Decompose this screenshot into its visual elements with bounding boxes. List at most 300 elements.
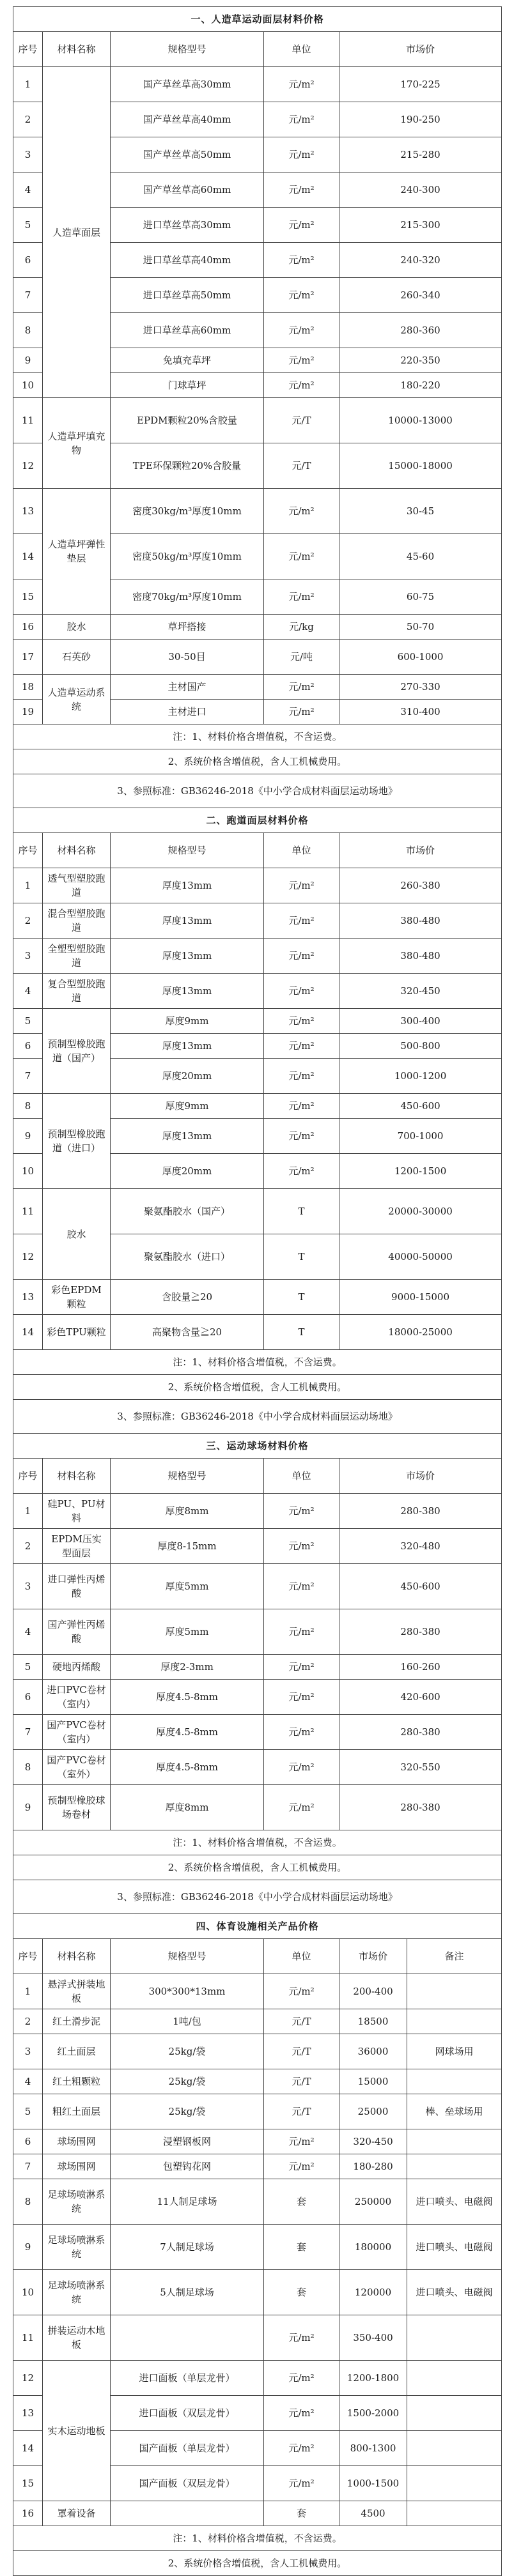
table-row bbox=[13, 398, 502, 443]
table-row bbox=[13, 1094, 502, 1119]
row-no: 14 bbox=[13, 534, 43, 579]
col-header-remark: 备注 bbox=[407, 1939, 502, 1974]
row-name: 进口弹性丙烯酸 bbox=[43, 1564, 111, 1609]
col-header-spec: 规格型号 bbox=[111, 1939, 264, 1974]
row-price: 50-70 bbox=[339, 615, 502, 640]
row-unit: T bbox=[264, 1189, 339, 1234]
row-spec: 厚度4.5-8mm bbox=[111, 1680, 264, 1715]
col-header-name: 材料名称 bbox=[43, 833, 111, 868]
row-unit: 套 bbox=[264, 2179, 339, 2225]
row-spec: 密度30kg/m³厚度10mm bbox=[111, 489, 264, 534]
row-price: 800-1300 bbox=[339, 2431, 407, 2466]
material-group: 石英砂 bbox=[43, 640, 111, 675]
table-row bbox=[13, 1009, 502, 1034]
row-no: 9 bbox=[13, 2225, 43, 2270]
row-spec: 国产草丝草高30mm bbox=[111, 67, 264, 102]
row-unit: 元/kg bbox=[264, 615, 339, 640]
footnote: 2、系统价格含增值税，含人工机械费用。 bbox=[13, 1375, 502, 1400]
col-header-spec: 规格型号 bbox=[111, 32, 264, 67]
footnote: 2、系统价格含增值税，含人工机械费用。 bbox=[13, 2551, 502, 2576]
material-group: 彩色TPU颗粒 bbox=[43, 1315, 111, 1350]
row-spec: 厚度2-3mm bbox=[111, 1655, 264, 1680]
footnote: 注：1、材料价格含增值税，不含运费。 bbox=[13, 724, 502, 749]
row-price: 25000 bbox=[339, 2094, 407, 2129]
row-no: 4 bbox=[13, 974, 43, 1009]
table-row bbox=[13, 1655, 502, 1680]
row-unit: 元/m² bbox=[264, 1119, 339, 1154]
row-price: 18000-25000 bbox=[339, 1315, 502, 1350]
material-group: 彩色EPDM颗粒 bbox=[43, 1280, 111, 1315]
row-price: 60-75 bbox=[339, 579, 502, 615]
row-no: 18 bbox=[13, 675, 43, 700]
footnote: 注：1、材料价格含增值税，不含运费。 bbox=[13, 2526, 502, 2551]
row-price: 320-480 bbox=[339, 1529, 502, 1564]
row-no: 8 bbox=[13, 1094, 43, 1119]
row-no: 8 bbox=[13, 1750, 43, 1785]
row-name: 硅PU、PU材料 bbox=[43, 1494, 111, 1529]
row-spec: 进口草丝草高30mm bbox=[111, 208, 264, 243]
row-remark bbox=[407, 2501, 502, 2526]
row-unit: 元/m² bbox=[264, 1750, 339, 1785]
row-unit: 元/T bbox=[264, 2094, 339, 2129]
row-price: 10000-13000 bbox=[339, 398, 502, 443]
row-unit: 元/m² bbox=[264, 700, 339, 724]
row-price: 270-330 bbox=[339, 675, 502, 700]
row-price: 380-480 bbox=[339, 939, 502, 974]
row-spec: 25kg/袋 bbox=[111, 2069, 264, 2094]
row-unit: 元/m² bbox=[264, 1609, 339, 1655]
row-name: 国产PVC卷材（室外） bbox=[43, 1750, 111, 1785]
row-spec: 厚度9mm bbox=[111, 1009, 264, 1034]
row-spec: 厚度20mm bbox=[111, 1154, 264, 1189]
footnote: 2、系统价格含增值税，含人工机械费用。 bbox=[13, 749, 502, 774]
row-remark bbox=[407, 2009, 502, 2034]
row-remark bbox=[407, 2315, 502, 2361]
table-row bbox=[13, 1189, 502, 1234]
material-group: 胶水 bbox=[43, 1189, 111, 1280]
row-unit: 元/m² bbox=[264, 579, 339, 615]
row-remark: 进口喷头、电磁阀 bbox=[407, 2225, 502, 2270]
row-unit: 元/m² bbox=[264, 243, 339, 278]
row-no: 13 bbox=[13, 1280, 43, 1315]
row-no: 10 bbox=[13, 2270, 43, 2315]
row-unit: 元/m² bbox=[264, 2154, 339, 2179]
col-header-no: 序号 bbox=[13, 32, 43, 67]
row-name: 进口PVC卷材（室内） bbox=[43, 1680, 111, 1715]
row-price: 220-350 bbox=[339, 348, 502, 373]
col-header-price: 市场价 bbox=[339, 1459, 502, 1494]
row-spec: 进口面板（双层龙骨） bbox=[111, 2396, 264, 2431]
row-unit: 元/吨 bbox=[264, 640, 339, 675]
row-remark bbox=[407, 2431, 502, 2466]
material-group: 复合型塑胶跑道 bbox=[43, 974, 111, 1009]
col-header-spec: 规格型号 bbox=[111, 1459, 264, 1494]
table-row bbox=[13, 1974, 502, 2009]
row-spec: 5人制足球场 bbox=[111, 2270, 264, 2315]
row-unit: 元/m² bbox=[264, 313, 339, 348]
row-price: 1000-1200 bbox=[339, 1059, 502, 1094]
row-remark bbox=[407, 2154, 502, 2179]
row-spec: 厚度4.5-8mm bbox=[111, 1750, 264, 1785]
table-row bbox=[13, 1785, 502, 1830]
row-no: 14 bbox=[13, 1315, 43, 1350]
row-price: 160-260 bbox=[339, 1655, 502, 1680]
row-name: 悬浮式拼装地板 bbox=[43, 1974, 111, 2009]
material-group: 实木运动地板 bbox=[43, 2361, 111, 2501]
row-no: 10 bbox=[13, 373, 43, 398]
row-unit: T bbox=[264, 1280, 339, 1315]
row-name: 罩着设备 bbox=[43, 2501, 111, 2526]
row-remark bbox=[407, 2396, 502, 2431]
row-spec: 厚度13mm bbox=[111, 974, 264, 1009]
row-price: 215-300 bbox=[339, 208, 502, 243]
row-price: 260-340 bbox=[339, 278, 502, 313]
row-unit: 元/m² bbox=[264, 1715, 339, 1750]
row-unit: 元/m² bbox=[264, 2315, 339, 2361]
row-name: 国产弹性丙烯酸 bbox=[43, 1609, 111, 1655]
price-document bbox=[13, 6, 501, 2576]
row-price: 280-380 bbox=[339, 1494, 502, 1529]
table-row bbox=[13, 2225, 502, 2270]
row-name: 足球场喷淋系统 bbox=[43, 2270, 111, 2315]
row-price: 120000 bbox=[339, 2270, 407, 2315]
row-unit: 元/m² bbox=[264, 67, 339, 102]
row-no: 2 bbox=[13, 2009, 43, 2034]
row-price: 280-380 bbox=[339, 1609, 502, 1655]
row-no: 6 bbox=[13, 243, 43, 278]
row-no: 17 bbox=[13, 640, 43, 675]
row-unit: 套 bbox=[264, 2270, 339, 2315]
row-no: 11 bbox=[13, 398, 43, 443]
row-unit: 元/m² bbox=[264, 172, 339, 208]
row-spec: 聚氨酯胶水（国产） bbox=[111, 1189, 264, 1234]
row-price: 280-380 bbox=[339, 1785, 502, 1830]
row-unit: 元/m² bbox=[264, 868, 339, 903]
row-price: 310-400 bbox=[339, 700, 502, 724]
col-header-no: 序号 bbox=[13, 1459, 43, 1494]
row-no: 1 bbox=[13, 67, 43, 102]
row-price: 15000-18000 bbox=[339, 443, 502, 489]
row-spec: 进口面板（单层龙骨） bbox=[111, 2361, 264, 2396]
row-price: 20000-30000 bbox=[339, 1189, 502, 1234]
row-unit: 元/m² bbox=[264, 675, 339, 700]
row-unit: 元/m² bbox=[264, 2361, 339, 2396]
row-no: 12 bbox=[13, 443, 43, 489]
row-no: 7 bbox=[13, 278, 43, 313]
col-header-price: 市场价 bbox=[339, 32, 502, 67]
row-remark bbox=[407, 2129, 502, 2154]
row-price: 180-280 bbox=[339, 2154, 407, 2179]
table-row bbox=[13, 2315, 502, 2361]
material-group: 胶水 bbox=[43, 615, 111, 640]
row-no: 2 bbox=[13, 1529, 43, 1564]
row-remark bbox=[407, 2069, 502, 2094]
col-header-spec: 规格型号 bbox=[111, 833, 264, 868]
row-spec: 门球草坪 bbox=[111, 373, 264, 398]
row-unit: 套 bbox=[264, 2501, 339, 2526]
row-no: 16 bbox=[13, 615, 43, 640]
row-spec: 厚度8mm bbox=[111, 1785, 264, 1830]
row-no: 4 bbox=[13, 2069, 43, 2094]
row-spec: 25kg/袋 bbox=[111, 2034, 264, 2069]
material-group: 人造草面层 bbox=[43, 67, 111, 398]
table-row bbox=[13, 2094, 502, 2129]
col-header-no: 序号 bbox=[13, 833, 43, 868]
table-row bbox=[13, 1750, 502, 1785]
row-price: 500-800 bbox=[339, 1034, 502, 1059]
row-name: 足球场喷淋系统 bbox=[43, 2179, 111, 2225]
row-spec: 包塑钩花网 bbox=[111, 2154, 264, 2179]
row-no: 13 bbox=[13, 489, 43, 534]
table-row bbox=[13, 939, 502, 974]
row-spec: 密度50kg/m³厚度10mm bbox=[111, 534, 264, 579]
row-spec bbox=[111, 2501, 264, 2526]
row-unit: 元/m² bbox=[264, 1059, 339, 1094]
row-unit: 元/T bbox=[264, 443, 339, 489]
material-group: 全塑型塑胶跑道 bbox=[43, 939, 111, 974]
col-header-name: 材料名称 bbox=[43, 32, 111, 67]
table-row bbox=[13, 2179, 502, 2225]
row-price: 180-220 bbox=[339, 373, 502, 398]
row-unit: 元/m² bbox=[264, 1974, 339, 2009]
row-price: 420-600 bbox=[339, 1680, 502, 1715]
row-no: 8 bbox=[13, 2179, 43, 2225]
row-remark: 棒、垒球场用 bbox=[407, 2094, 502, 2129]
row-unit: 元/m² bbox=[264, 903, 339, 939]
row-name: 红土粗颗粒 bbox=[43, 2069, 111, 2094]
row-unit: 元/m² bbox=[264, 974, 339, 1009]
row-name: 红土滑步泥 bbox=[43, 2009, 111, 2034]
col-header-name: 材料名称 bbox=[43, 1939, 111, 1974]
table-row bbox=[13, 2034, 502, 2069]
material-group: 人造草坪填充物 bbox=[43, 398, 111, 489]
table-row bbox=[13, 2009, 502, 2034]
row-spec: 厚度13mm bbox=[111, 1034, 264, 1059]
table-row bbox=[13, 1494, 502, 1529]
row-price: 350-400 bbox=[339, 2315, 407, 2361]
row-spec: 进口草丝草高60mm bbox=[111, 313, 264, 348]
row-no: 3 bbox=[13, 137, 43, 172]
row-unit: 元/m² bbox=[264, 489, 339, 534]
row-spec: 草坪搭接 bbox=[111, 615, 264, 640]
row-spec: 厚度9mm bbox=[111, 1094, 264, 1119]
row-unit: 元/T bbox=[264, 2069, 339, 2094]
section-title: 三、运动球场材料价格 bbox=[13, 1434, 502, 1459]
row-unit: 元/m² bbox=[264, 1094, 339, 1119]
row-spec: 300*300*13mm bbox=[111, 1974, 264, 2009]
row-no: 4 bbox=[13, 1609, 43, 1655]
table-row bbox=[13, 1280, 502, 1315]
footnote-standard: 3、参照标准：GB36246-2018《中小学合成材料面层运动场地》 bbox=[13, 1400, 502, 1434]
row-no: 5 bbox=[13, 1009, 43, 1034]
row-no: 12 bbox=[13, 1234, 43, 1280]
table-row bbox=[13, 489, 502, 534]
table-row bbox=[13, 1564, 502, 1609]
row-name: 足球场喷淋系统 bbox=[43, 2225, 111, 2270]
row-no: 9 bbox=[13, 1119, 43, 1154]
row-price: 36000 bbox=[339, 2034, 407, 2069]
row-spec: 国产面板（单层龙骨） bbox=[111, 2431, 264, 2466]
table-row bbox=[13, 2361, 502, 2396]
row-remark bbox=[407, 1974, 502, 2009]
row-no: 7 bbox=[13, 1059, 43, 1094]
row-price: 280-380 bbox=[339, 1715, 502, 1750]
table-row bbox=[13, 1715, 502, 1750]
row-price: 40000-50000 bbox=[339, 1234, 502, 1280]
row-price: 190-250 bbox=[339, 102, 502, 137]
row-price: 15000 bbox=[339, 2069, 407, 2094]
section-title: 四、体育设施相关产品价格 bbox=[13, 1914, 502, 1939]
row-unit: 元/m² bbox=[264, 373, 339, 398]
row-unit: 元/m² bbox=[264, 1564, 339, 1609]
row-unit: 元/m² bbox=[264, 208, 339, 243]
row-unit: 元/m² bbox=[264, 1154, 339, 1189]
table-row bbox=[13, 2501, 502, 2526]
row-no: 7 bbox=[13, 2154, 43, 2179]
row-no: 11 bbox=[13, 2315, 43, 2361]
row-unit: 元/m² bbox=[264, 534, 339, 579]
row-price: 240-300 bbox=[339, 172, 502, 208]
row-no: 11 bbox=[13, 1189, 43, 1234]
row-spec: 厚度13mm bbox=[111, 868, 264, 903]
row-no: 1 bbox=[13, 868, 43, 903]
row-spec: EPDM颗粒20%含胶量 bbox=[111, 398, 264, 443]
row-spec: 浸塑钢板网 bbox=[111, 2129, 264, 2154]
row-spec: 含胶量≧20 bbox=[111, 1280, 264, 1315]
row-price: 320-550 bbox=[339, 1750, 502, 1785]
row-price: 1500-2000 bbox=[339, 2396, 407, 2431]
row-remark: 进口喷头、电磁阀 bbox=[407, 2179, 502, 2225]
section-title: 一、人造草运动面层材料价格 bbox=[13, 7, 502, 32]
table-row bbox=[13, 2154, 502, 2179]
row-no: 5 bbox=[13, 208, 43, 243]
row-unit: 元/m² bbox=[264, 2129, 339, 2154]
row-no: 15 bbox=[13, 2466, 43, 2501]
row-no: 3 bbox=[13, 939, 43, 974]
row-spec: 主材进口 bbox=[111, 700, 264, 724]
row-unit: 元/m² bbox=[264, 1785, 339, 1830]
row-no: 3 bbox=[13, 1564, 43, 1609]
row-unit: 元/m² bbox=[264, 102, 339, 137]
row-price: 450-600 bbox=[339, 1564, 502, 1609]
row-price: 1200-1500 bbox=[339, 1154, 502, 1189]
material-group: 预制型橡胶跑道（国产） bbox=[43, 1009, 111, 1094]
row-spec: 厚度13mm bbox=[111, 1119, 264, 1154]
row-price: 300-400 bbox=[339, 1009, 502, 1034]
table-row bbox=[13, 1529, 502, 1564]
col-header-price: 市场价 bbox=[339, 1939, 407, 1974]
row-unit: 元/m² bbox=[264, 348, 339, 373]
table-row bbox=[13, 615, 502, 640]
row-no: 14 bbox=[13, 2431, 43, 2466]
row-remark bbox=[407, 2361, 502, 2396]
row-spec: 厚度13mm bbox=[111, 903, 264, 939]
row-price: 200-400 bbox=[339, 1974, 407, 2009]
footnote-standard: 3、参照标准：GB36246-2018《中小学合成材料面层运动场地》 bbox=[13, 774, 502, 808]
row-name: 预制型橡胶球场卷材 bbox=[43, 1785, 111, 1830]
row-spec: 免填充草坪 bbox=[111, 348, 264, 373]
row-spec: 厚度13mm bbox=[111, 939, 264, 974]
row-unit: 元/m² bbox=[264, 2396, 339, 2431]
row-spec: 厚度4.5-8mm bbox=[111, 1715, 264, 1750]
col-header-unit: 单位 bbox=[264, 1939, 339, 1974]
material-group: 人造草运动系统 bbox=[43, 675, 111, 724]
footnote: 注：1、材料价格含增值税，不含运费。 bbox=[13, 1830, 502, 1855]
row-spec: 进口草丝草高50mm bbox=[111, 278, 264, 313]
row-no: 2 bbox=[13, 903, 43, 939]
row-no: 13 bbox=[13, 2396, 43, 2431]
row-no: 9 bbox=[13, 1785, 43, 1830]
footnote: 2、系统价格含增值税，含人工机械费用。 bbox=[13, 1855, 502, 1880]
row-no: 16 bbox=[13, 2501, 43, 2526]
row-price: 250000 bbox=[339, 2179, 407, 2225]
section-title: 二、跑道面层材料价格 bbox=[13, 808, 502, 833]
col-header-no: 序号 bbox=[13, 1939, 43, 1974]
row-price: 450-600 bbox=[339, 1094, 502, 1119]
row-unit: 元/T bbox=[264, 2034, 339, 2069]
row-no: 1 bbox=[13, 1974, 43, 2009]
row-unit: 元/m² bbox=[264, 1529, 339, 1564]
row-price: 215-280 bbox=[339, 137, 502, 172]
table-row bbox=[13, 67, 502, 102]
row-spec: 国产草丝草高40mm bbox=[111, 102, 264, 137]
row-spec: 国产草丝草高50mm bbox=[111, 137, 264, 172]
col-header-name: 材料名称 bbox=[43, 1459, 111, 1494]
row-spec: 厚度20mm bbox=[111, 1059, 264, 1094]
row-spec: 7人制足球场 bbox=[111, 2225, 264, 2270]
row-no: 10 bbox=[13, 1154, 43, 1189]
row-unit: 元/m² bbox=[264, 1494, 339, 1529]
table-row bbox=[13, 2129, 502, 2154]
row-unit: 元/m² bbox=[264, 1034, 339, 1059]
table-row bbox=[13, 1680, 502, 1715]
row-spec: 25kg/袋 bbox=[111, 2094, 264, 2129]
row-unit: 元/m² bbox=[264, 939, 339, 974]
row-spec: 主材国产 bbox=[111, 675, 264, 700]
row-spec: 11人制足球场 bbox=[111, 2179, 264, 2225]
row-price: 9000-15000 bbox=[339, 1280, 502, 1315]
table-row bbox=[13, 1315, 502, 1350]
footnote: 注：1、材料价格含增值税，不含运费。 bbox=[13, 1350, 502, 1375]
row-no: 6 bbox=[13, 2129, 43, 2154]
row-price: 380-480 bbox=[339, 903, 502, 939]
row-no: 6 bbox=[13, 1680, 43, 1715]
col-header-unit: 单位 bbox=[264, 833, 339, 868]
row-spec: 厚度5mm bbox=[111, 1564, 264, 1609]
row-price: 30-45 bbox=[339, 489, 502, 534]
row-unit: T bbox=[264, 1315, 339, 1350]
material-group: 透气型塑胶跑道 bbox=[43, 868, 111, 903]
row-unit: 元/m² bbox=[264, 1009, 339, 1034]
table-row bbox=[13, 2069, 502, 2094]
row-remark: 进口喷头、电磁阀 bbox=[407, 2270, 502, 2315]
row-spec: 厚度5mm bbox=[111, 1609, 264, 1655]
row-price: 240-320 bbox=[339, 243, 502, 278]
row-no: 6 bbox=[13, 1034, 43, 1059]
footnote-standard: 3、参照标准：GB36246-2018《中小学合成材料面层运动场地》 bbox=[13, 1880, 502, 1914]
row-price: 18500 bbox=[339, 2009, 407, 2034]
row-name: 红土面层 bbox=[43, 2034, 111, 2069]
row-no: 8 bbox=[13, 313, 43, 348]
row-unit: 元/T bbox=[264, 398, 339, 443]
price-table bbox=[13, 6, 502, 2576]
row-no: 4 bbox=[13, 172, 43, 208]
row-price: 1200-1800 bbox=[339, 2361, 407, 2396]
row-spec: 厚度8-15mm bbox=[111, 1529, 264, 1564]
row-price: 280-360 bbox=[339, 313, 502, 348]
row-spec: 密度70kg/m³厚度10mm bbox=[111, 579, 264, 615]
row-price: 600-1000 bbox=[339, 640, 502, 675]
